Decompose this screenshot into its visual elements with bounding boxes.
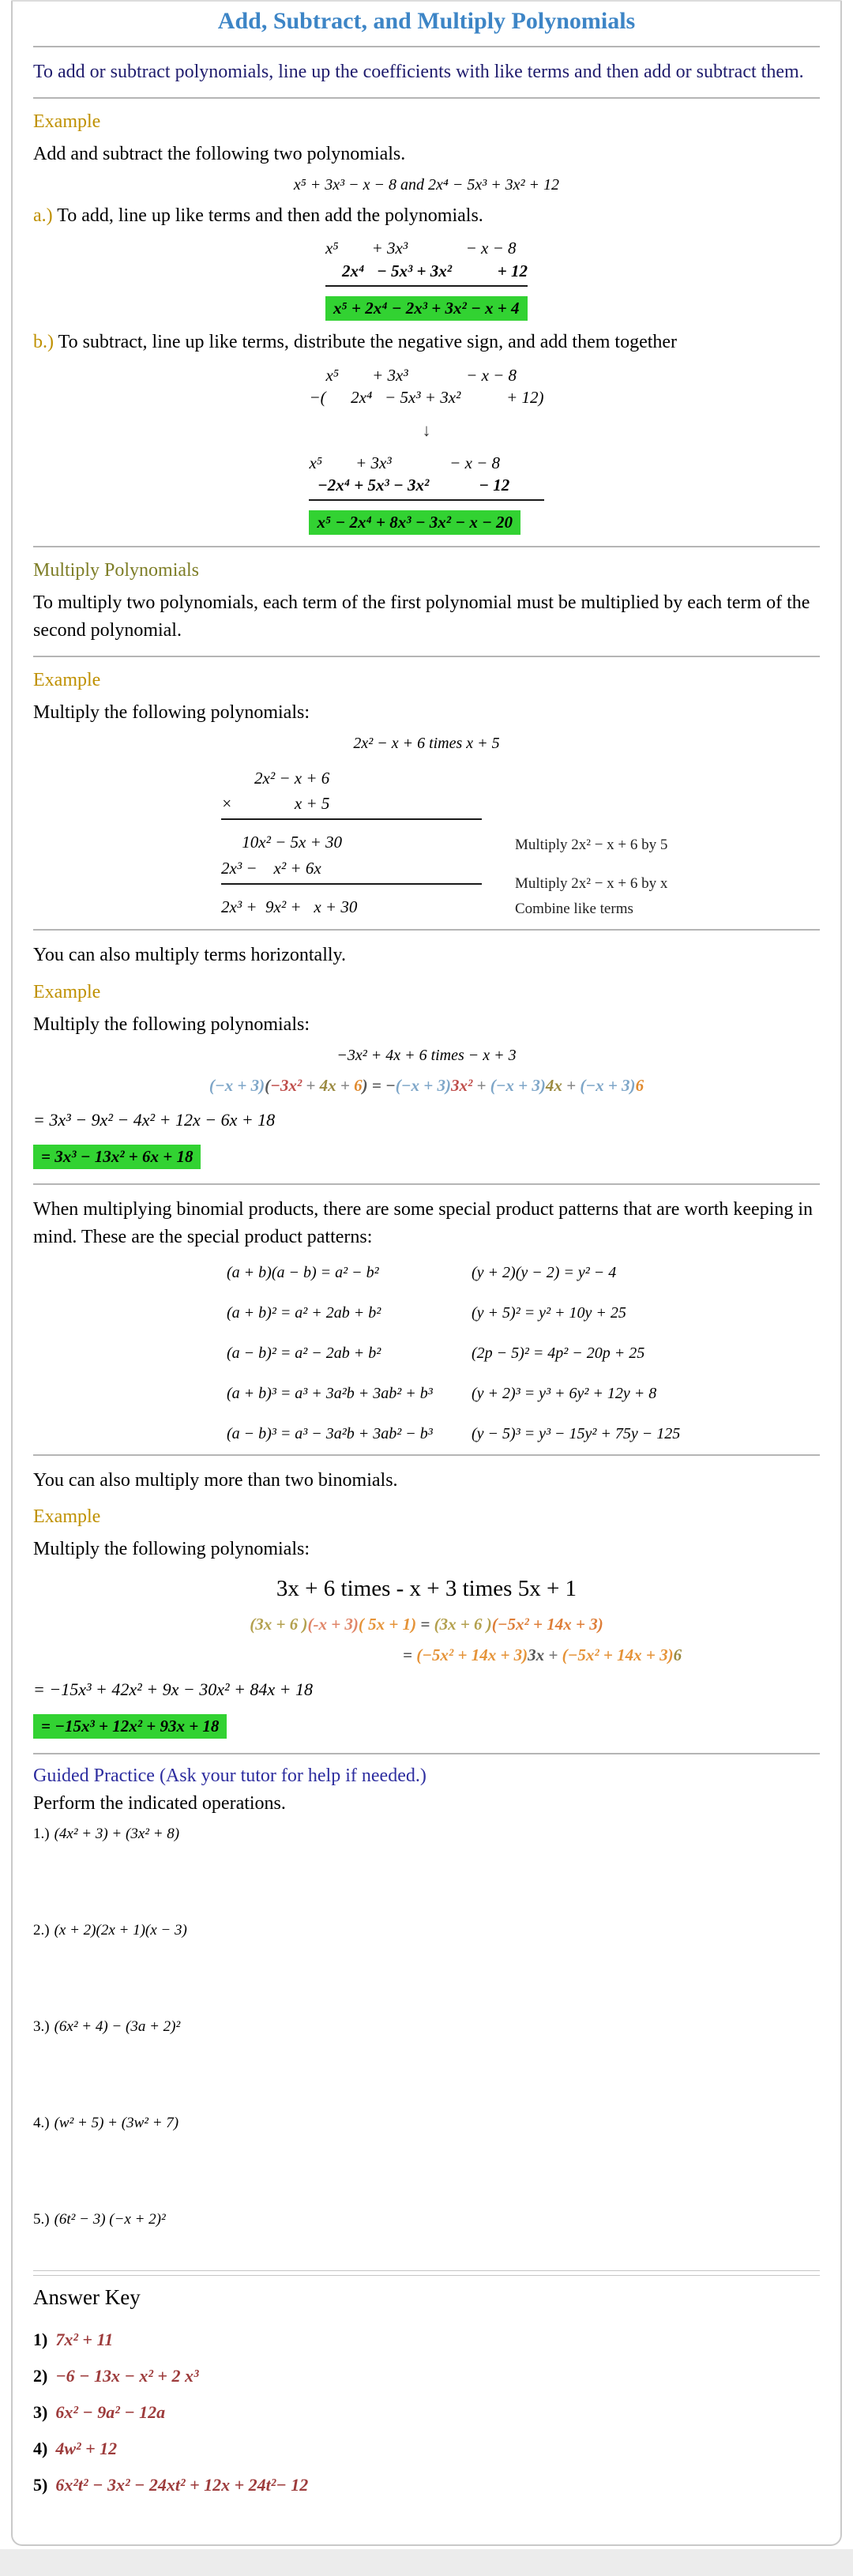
- example-label-multiply: Example: [33, 669, 101, 690]
- special-pattern-example: (2p − 5)² = 4p² − 20p + 25: [472, 1344, 645, 1362]
- subtraction-row-3: x⁵ + 3x³ − x − 8: [309, 453, 501, 472]
- answer-number: 4): [33, 2438, 48, 2458]
- answer-number: 2): [33, 2365, 48, 2386]
- worksheet-card: [11, 0, 842, 2546]
- example-label-horizontal: Example: [33, 982, 101, 1003]
- special-products-grid: [227, 1264, 820, 1443]
- multiply-heading: Multiply Polynomials: [33, 560, 200, 581]
- practice-problem-4: [33, 2115, 820, 2211]
- practice-problem-5: [33, 2211, 820, 2266]
- intro-text: To add or subtract polynomials, line up the coefficients with like terms and then add or subtract them.: [33, 62, 804, 82]
- guided-practice-instruction: Perform the indicated operations.: [33, 1793, 286, 1814]
- example-label-add-subtract: Example: [33, 111, 101, 132]
- multi-binomial-step-3: = −15x³ + 42x² + 9x − 30x² + 84x + 18: [33, 1679, 314, 1700]
- section-divider: [33, 1753, 820, 1754]
- addition-stack: [325, 237, 528, 321]
- answer-number: 3): [33, 2401, 48, 2422]
- special-pattern-generic: (a + b)² = a² + 2ab + b²: [227, 1303, 381, 1322]
- answer-key-heading: Answer Key: [33, 2285, 141, 2309]
- vmult-partial-2-note: Multiply 2x² − x + 6 by x: [515, 875, 668, 893]
- horizontal-colored-equation: (−x + 3)(−3x² + 4x + 6) = −(−x + 3)3x² + (−x + 3)4x + (−x + 3)6: [209, 1075, 644, 1095]
- horizontal-expanded: = 3x³ − 9x² − 4x² + 12x − 6x + 18: [33, 1109, 276, 1130]
- subtraction-row-4: −2x⁴ + 5x³ − 3x² − 12: [309, 475, 510, 495]
- horizontal-lead: You can also multiply terms horizontally.: [33, 945, 346, 966]
- difference-rule-line: [309, 499, 543, 501]
- addition-row-1: x⁵ + 3x³ − x − 8: [325, 239, 517, 258]
- addition-stack-wrap: [33, 237, 820, 321]
- answer-3: [33, 2400, 820, 2425]
- special-pattern-generic: (a + b)(a − b) = a² − b²: [227, 1263, 379, 1281]
- multiply-prompt: Multiply the following polynomials:: [33, 701, 310, 723]
- answer-5: [33, 2473, 820, 2498]
- vmult-multiplier-row: × x + 5: [221, 792, 482, 820]
- given-polynomials: x⁵ + 3x³ − x − 8 and 2x⁴ − 5x³ + 3x² + 12: [293, 175, 560, 194]
- page-background-strip: [0, 2549, 853, 2576]
- horizontal-prompt: Multiply the following polynomials:: [33, 1014, 310, 1036]
- part-b-instruction: To subtract, line up like terms, distribute the negative sign, and add them together: [58, 332, 678, 353]
- part-a-label: a.): [33, 205, 53, 226]
- answer-key-divider: [33, 2270, 820, 2271]
- section-divider: [33, 1183, 820, 1185]
- problem-expression: (6t² − 3) (−x + 2)²: [54, 2210, 166, 2228]
- sum-rule-line: [325, 285, 528, 287]
- vmult-partial-2: 2x³ − x² + 6x: [221, 857, 482, 885]
- subtraction-row-2: −( 2x⁴ − 5x³ + 3x² + 12): [309, 388, 544, 408]
- multiply-description: To multiply two polynomials, each term of the first polynomial must be multiplied by each term of the second polynomial.: [33, 592, 810, 641]
- part-a-line: [33, 202, 820, 230]
- problem-number: 5.): [33, 2210, 50, 2228]
- answer-key-divider: [33, 2275, 820, 2276]
- problem-expression: (4x² + 3) + (3x² + 8): [54, 1825, 180, 1842]
- multi-binomial-prompt: Multiply the following polynomials:: [33, 1539, 310, 1560]
- practice-problem-1: [33, 1826, 820, 1922]
- practice-problem-2: [33, 1922, 820, 2018]
- section-divider: [33, 46, 820, 47]
- subtraction-stack-wrap: [33, 364, 820, 535]
- multi-binomial-problem: 3x + 6 times - x + 3 times 5x + 1: [276, 1576, 577, 1602]
- problem-number: 3.): [33, 2018, 50, 2035]
- vmult-partial-1: 10x² − 5x + 30: [221, 833, 343, 852]
- vmult-partial-1-note: Multiply 2x² − x + 6 by 5: [515, 836, 668, 853]
- section-divider: [33, 929, 820, 931]
- subtraction-result-highlight: x⁵ − 2x⁴ + 8x³ − 3x² − x − 20: [309, 510, 520, 535]
- section-divider: [33, 546, 820, 547]
- answer-expression: 6x²t² − 3x² − 24xt² + 12x + 24t²− 12: [55, 2474, 309, 2495]
- addition-row-2: 2x⁴ − 5x³ + 3x² + 12: [325, 261, 528, 280]
- section-divider: [33, 656, 820, 657]
- special-pattern-generic: (a + b)³ = a³ + 3a²b + 3ab² + b³: [227, 1384, 433, 1402]
- vmult-result-note: Combine like terms: [515, 901, 633, 918]
- section-divider: [33, 1454, 820, 1456]
- problem-number: 2.): [33, 1921, 50, 1939]
- multi-binomial-result-wrap: [33, 1714, 820, 1739]
- horizontal-result-wrap: [33, 1145, 820, 1169]
- problem-expression: (6x² + 4) − (3a + 2)²: [54, 2018, 181, 2035]
- part-b-line: [33, 329, 820, 356]
- multi-binomial-step-2: = (−5x² + 14x + 3)3x + (−5x² + 14x + 3)6: [403, 1645, 682, 1665]
- addition-result-highlight: x⁵ + 2x⁴ − 2x³ + 3x² − x + 4: [325, 296, 528, 321]
- guided-practice-heading: Guided Practice (Ask your tutor for help if needed.): [33, 1766, 426, 1787]
- part-a-instruction: To add, line up like terms and then add the polynomials.: [57, 205, 483, 226]
- answer-key-list: [33, 2327, 820, 2497]
- add-subtract-prompt: Add and subtract the following two polynomials.: [33, 143, 406, 164]
- answer-number: 5): [33, 2474, 48, 2495]
- vertical-multiplication: [221, 767, 820, 919]
- problem-expression: (w² + 5) + (3w² + 7): [54, 2114, 179, 2131]
- section-divider: [33, 97, 820, 99]
- answer-expression: −6 − 13x − x² + 2 x³: [55, 2365, 199, 2386]
- answer-number: 1): [33, 2329, 48, 2349]
- answer-4: [33, 2436, 820, 2461]
- answer-1: [33, 2327, 820, 2352]
- multiply-problem: 2x² − x + 6 times x + 5: [353, 734, 500, 752]
- subtraction-row-1: x⁵ + 3x³ − x − 8: [309, 365, 517, 385]
- horizontal-problem: −3x² + 4x + 6 times − x + 3: [336, 1046, 517, 1064]
- answer-expression: 6x² − 9a² − 12a: [55, 2401, 166, 2422]
- page-title: Add, Subtract, and Multiply Polynomials: [217, 8, 636, 34]
- special-products-description: When multiplying binomial products, there are some special product patterns that are worth keeping in mind. These are the special product patterns:: [33, 1198, 814, 1247]
- problem-number: 1.): [33, 1825, 50, 1842]
- special-pattern-example: (y + 2)³ = y³ + 6y² + 12y + 8: [472, 1384, 657, 1402]
- multi-binomial-lead: You can also multiply more than two binomials.: [33, 1469, 398, 1491]
- multi-binomial-result-highlight: = −15x³ + 12x² + 93x + 18: [33, 1714, 227, 1739]
- vmult-result: 2x³ + 9x² + x + 30: [221, 897, 358, 917]
- horizontal-result-highlight: = 3x³ − 13x² + 6x + 18: [33, 1145, 201, 1169]
- special-pattern-example: (y + 5)² = y² + 10y + 25: [472, 1303, 626, 1322]
- down-arrow-icon: ↓: [422, 419, 431, 440]
- problem-number: 4.): [33, 2114, 50, 2131]
- special-pattern-generic: (a − b)² = a² − 2ab + b²: [227, 1344, 381, 1362]
- part-b-label: b.): [33, 332, 54, 353]
- answer-expression: 4w² + 12: [55, 2438, 118, 2458]
- problem-expression: (x + 2)(2x + 1)(x − 3): [54, 1921, 187, 1939]
- practice-problem-3: [33, 2018, 820, 2115]
- answer-2: [33, 2364, 820, 2389]
- special-pattern-example: (y + 2)(y − 2) = y² − 4: [472, 1263, 617, 1281]
- example-label-multi-binomial: Example: [33, 1506, 101, 1528]
- special-pattern-example: (y − 5)³ = y³ − 15y² + 75y − 125: [472, 1424, 681, 1442]
- vmult-top-polynomial: 2x² − x + 6: [221, 768, 330, 788]
- answer-expression: 7x² + 11: [55, 2329, 114, 2349]
- special-pattern-generic: (a − b)³ = a³ − 3a²b + 3ab² − b³: [227, 1424, 433, 1442]
- subtraction-stack: [309, 364, 543, 535]
- multi-binomial-step-1: (3x + 6 )(-x + 3)( 5x + 1) = (3x + 6 )(−5x² + 14x + 3): [250, 1615, 603, 1634]
